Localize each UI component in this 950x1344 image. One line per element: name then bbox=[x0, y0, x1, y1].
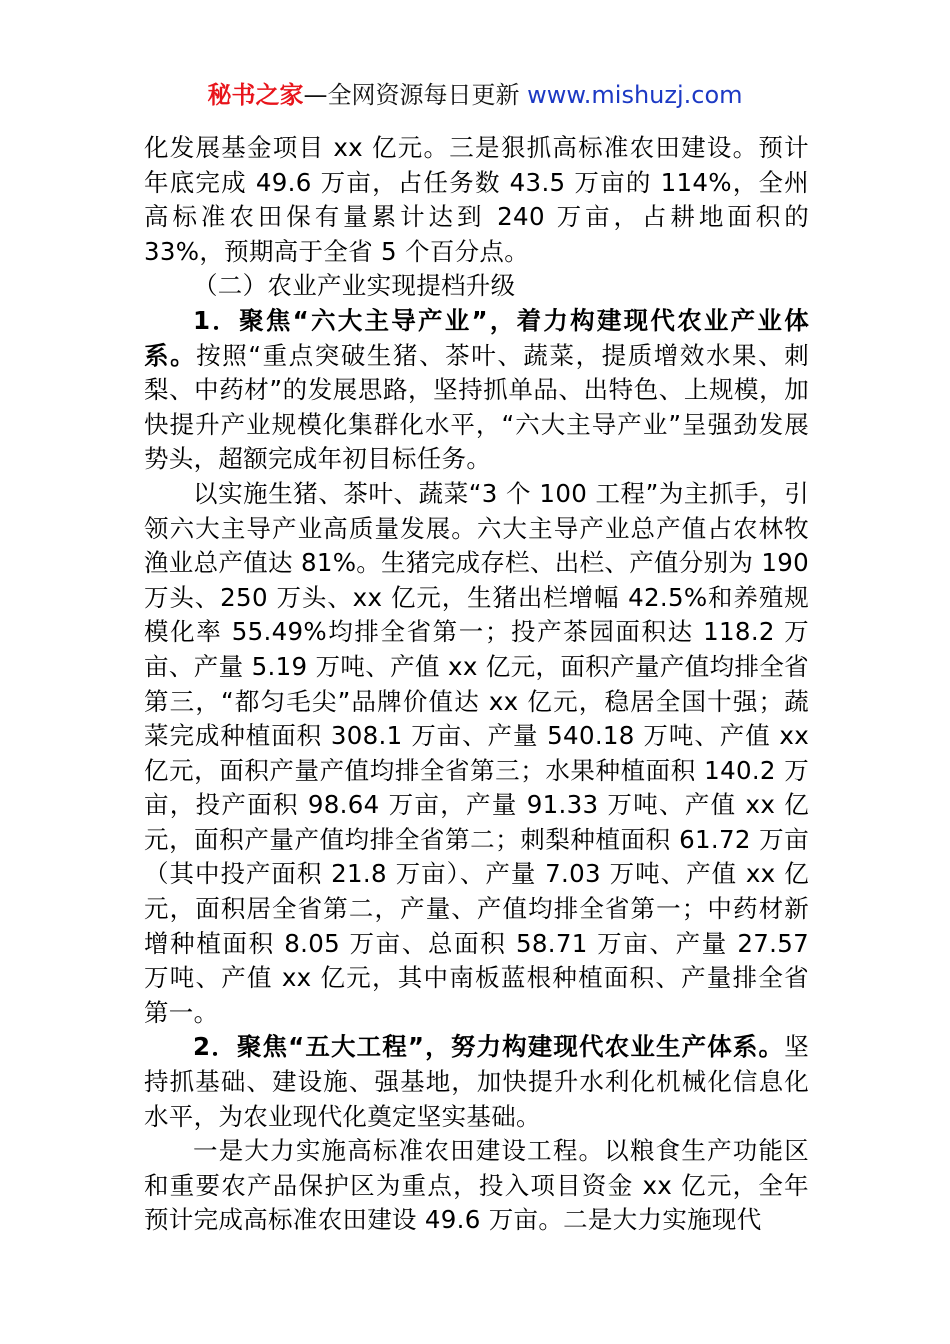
paragraph bbox=[144, 304, 809, 477]
paragraph bbox=[144, 477, 809, 1031]
paragraph-text: 按照“重点突破生猪、茶叶、蔬菜，提质增效水果、刺梨、中药材”的发展思路，坚持抓单品、出特色、上规模，加快提升产业规模化集群化水平，“六大主导产业”呈强劲发展势头，超额完成年初目标任务。 bbox=[144, 340, 810, 474]
paragraph-continued bbox=[144, 131, 809, 269]
page-header bbox=[0, 78, 950, 112]
paragraph-text: 坚持抓基础、建设施、强基地，加快提升水利化机械化信息化水平，为农业现代化奠定坚实基础。 bbox=[144, 1032, 809, 1131]
paragraph-text: 一是大力实施高标准农田建设工程。以粮食生产功能区和重要农产品保护区为重点，投入项目资金 xx 亿元，全年预计完成高标准农田建设 49.6 万亩。二是大力实施现代 bbox=[144, 1136, 809, 1235]
paragraph bbox=[144, 1134, 809, 1238]
section-heading bbox=[144, 269, 809, 304]
subheading-bold: 1．聚焦“六大主导产业”，着力构建现代农业产业体系。 bbox=[144, 305, 809, 370]
brand-name: 秘书之家 bbox=[207, 81, 304, 109]
header-tagline: —全网资源每日更新 bbox=[303, 81, 528, 109]
paragraph-text: 以实施生猪、茶叶、蔬菜“3 个 100 工程”为主抓手，引领六大主导产业高质量发展。六大主导产业总产值占农林牧渔业总产值达 81%。生猪完成存栏、出栏、产值分别为 190 万头、250 万头、xx 亿元，生猪出栏增幅 42.5%和养殖规模化率 55.49%均排全省第一；投产茶园面积达 118.2 万亩、产量 5.19 万吨、产值 xx 亿元，面积产量产值均排全省第三，“都匀毛尖”品牌价值达 xx 亿元，稳居全国十强；蔬菜完成种植面积 308.1 万亩、产量 540.18 万吨、产值 xx 亿元，面积产量产值均排全省第三；水果种植面积 140.2 万亩，投产面积 98.64 万亩，产量 91.33 万吨、产值 xx 亿元，面积产量产值均排全省第二；刺梨种植面积 61.72 万亩（其中投产面积 21.8 万亩）、产量 7.03 万吨、产值 xx 亿元，面积居全省第二，产量、产值均排全省第一；中药材新增种植面积 8.05 万亩、总面积 58.71 万亩、产量 27.57 万吨、产值 xx 亿元，其中南板蓝根种植面积、产量排全省第一。 bbox=[144, 478, 809, 1027]
subheading-bold: 2．聚焦“五大工程”，努力构建现代农业生产体系。 bbox=[193, 1032, 785, 1062]
website-link[interactable]: www.mishuzj.com bbox=[527, 81, 743, 109]
section-heading-text: （二）农业产业实现提档升级 bbox=[193, 271, 516, 301]
paragraph bbox=[144, 1030, 809, 1134]
document-body bbox=[144, 131, 809, 1238]
paragraph-text: 化发展基金项目 xx 亿元。三是狠抓高标准农田建设。预计年底完成 49.6 万亩，占任务数 43.5 万亩的 114%，全州高标准农田保有量累计达到 240 万亩，占耕地面积的 33%，预期高于全省 5 个百分点。 bbox=[144, 133, 809, 266]
